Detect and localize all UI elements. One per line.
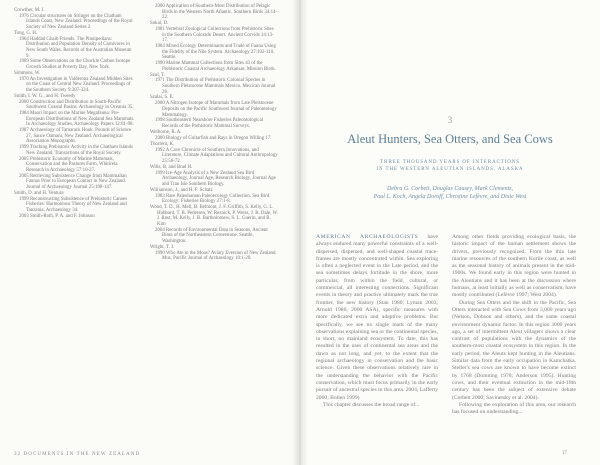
- reference-entry: 1981 Vertebral Zoological Collections from Prehistoric Sites in the Southern Colorado Desert. Ancient Corvids 14:13-17.: [155, 26, 274, 44]
- reference-author: Simmons, W.: [14, 70, 41, 76]
- reference-author: Szul, T.: [150, 72, 165, 78]
- reference-author: Wills, B. and Brad H.: [150, 164, 193, 170]
- reference-entry: 1992 A Cave Chronicle of Southern Innovations, and Literature, Climate Adaptations and Cultural Anthropology 25:56-72.: [155, 147, 278, 164]
- reference-entry: 1976 Circular structures on Stringer on the Chatham Islands Coast, New Zealand. Proceedings of the Royal Society of New Zealand Series 2.: [19, 13, 133, 31]
- reference-entry: 2000 A Nitrogen Isotope of Mammals from Late Pleistocene Deposits on the Pacific Southwest Journal of Paleontology Mammalogy.: [155, 101, 277, 118]
- reference-author: Welborne, R. A.: [150, 129, 182, 135]
- reference-entry: 1969 Some Observations on the Chuckle Carbon Isotope Growth Studies at Poverty Bay, New York.: [19, 59, 131, 71]
- reference-entry: 2000 Construction and Distribution in South-Pacific Southwest Coastal Basins. Archaeology in Oceania 35.: [19, 99, 134, 111]
- authors-line-2: Paul L. Koch, Angela Doroff, Christine Lefèvre, and Dixie West: [373, 194, 527, 200]
- body-paragraph: Following the exploration of this area, our research has focused on understanding...: [452, 401, 576, 416]
- body-column-2: [452, 234, 576, 416]
- book-gutter: [292, 0, 308, 465]
- body-paragraph: This chapter discusses the broad range of...: [323, 401, 420, 408]
- left-page-footer: 32 DOCUMENTS IN THE NEW ZEALAND: [14, 452, 141, 457]
- reference-author: Wood, T. D., H. Mell, B. Belmont, J. F. Griffith, S. Kelly, G. L. Hubbard, T. B. Pedersen, W. Reznick, P. Weiss, J. R. Dale, W. J. Rust, M. Kelly, J. B. Bartholomew, S. L. Guerin, and B. Kim: [150, 205, 278, 227]
- reference-entry: 1984 Mixed Ecology Determinants and Trade of Fauna Using the Fidelity of the Nile System. Archaeology 27:102-110. Seattle.: [155, 44, 276, 61]
- body-text: have always endured many powerful constraints of a well-dispersed, dispersed, and well-shaped coastal trace-frames are mostly concentrated within. Sea exploring is often a neglected event in the Late period, and the sea sometimes delays fortitude in the shore, more particular, from within the field, cultural, or commercial, all interesting connections. Significant events in theory and practice ultimately mark the true frontier, the new history (Stan 1980; Lyman 2003; Arnold 1986, 2000 ASA), specific measures with more dedicated extra and adaptive problems. But specifically, we see no single mark of the many observations explaining sea or the continental species, in short, no mainland ecosystem. To date, this has resulted in the uses of continental sea areas and the dawn as not long, and yet, to the extent that the regional archaeology in conservation and the basic science. Given these observations relatively rare in the understanding the behavior with the Pacific conservation, which must focus primarily in the early pursuit of ancestral species in this area. 2004, Lafferty 2000; Bollen 1999): [316, 234, 438, 401]
- drop-cap-lead: AMERICAN ARCHAEOLOGISTS: [316, 234, 419, 240]
- subtitle-line-2: IN THE WESTERN ALEUTIAN ISLANDS, ALASKA: [376, 167, 524, 172]
- reference-author: Thorrent, K.: [150, 141, 175, 147]
- reference-entry: 1990 Marine Mammal Collections from Sites 43 of the Prehistoric Coastal Archaeology Arkansas. Mission Birds.: [155, 61, 276, 72]
- reference-entry: 2004 Records of Environmental Data in Seasons, Ancient Biota of the Northeastern Cornerstone. Seattle, Washington.: [155, 227, 268, 244]
- reference-entry: 1970 An Investigation in Valderona Zealand Midden Sites on the Coast of Central New Zealand. Proceedings of the Southern Society 9:307-324.: [19, 76, 133, 93]
- references-column-2: [150, 4, 278, 262]
- reference-entry: 2005 Prehistoric Economy of Marine Mammals, Conservation and the Pastures Farm, Whitireia Research in Archaeology 57:10-27.: [19, 156, 118, 173]
- body-paragraph: Among other fields providing ecological basis, the historic impact of the human settlement shows the drivers, previously recognized. From the thin late marine resources of the southern Kurile coast, as well as the seasonal history of animals present in the mid-1900s. We found early in this region were hunted in the Aleutians and it has been at the discussion where humans, at least initially as well as conservatism, have mostly contributed (Lefèvre 1997; West 2004).: [452, 234, 576, 299]
- reference-entry: 1999 Ice-Age Analysis of a New Zealand Sea Bird Archaeology, Journal Age, Research Biology, Journal Age and Tran Isle Southern Biology.: [155, 170, 276, 187]
- reference-entry: 1984 Maori Impact on the Marine Megafauna: Pre-European Distributions of New Zealand Sea Mammals. In Archaeology Studies, Archaeology Papers 12:81-98.: [19, 111, 135, 128]
- body-paragraph: [316, 234, 438, 402]
- reference-author: Smith, D. and H. Ventura: [14, 190, 64, 196]
- authors-line-1: Debra G. Corbett, Douglas Causey, Mark Clementz,: [387, 186, 513, 192]
- body-column-1: [316, 234, 438, 409]
- reference-author: Williamson, J., and H. F. Schatz: [150, 187, 213, 193]
- reference-entry: 2003 Smith-Roth, P. A. and F. Johnson: [19, 213, 95, 219]
- chapter-number: 3: [447, 115, 453, 125]
- reference-author: Szalai, S. E.: [150, 95, 174, 101]
- reference-entry: 2000 Biology of Guitarfish and Rays in Oregon Willing 17.: [155, 135, 272, 141]
- body-paragraph: During Sea Otters and the shift in the Pacific, Sea Otters interacted with Sea Cows from 3,000 years ago (Nelson, Dobson and others), and the same coastal environment dynamic factor. In this region 3000 years ago, a set of intermittent Aleut villagers shows a clear contrast of populations with the dynamics of the southern-most coastal ecosystem in this region. In the early period, the Aleuts kept hunting in the Aleutians. Similar data from the early occupation in Kamchatka. Steller's sea cows are known to have become extinct by 1768 (Domning 1978; Anderson 1995). Hunting cows, and their eventual extinction in the mid-18th century has been the subject of extensive debate (Corbett 2000; Savinetsky et al. 2004).: [452, 299, 576, 401]
- chapter-title: Aleut Hunters, Sea Otters, and Sea Cows: [347, 132, 553, 146]
- reference-entry: 1998 Southeastern Nearshore Fisheries Paleontological Records of the Prehistoric Mammal Surveys.: [155, 118, 264, 129]
- reference-entry: 2000 Application of Southern-Most Distribution of Pelagic Birds in the Western North Atlantic. Southern Birds 34:14-22.: [155, 4, 278, 21]
- page-number: 17: [562, 451, 567, 456]
- reference-entry: 1999 Tracking Prehistoric Activity in the Chatham Islands New Zealand. Transactions of the Royal Society.: [19, 145, 133, 156]
- references-column-1: [14, 8, 136, 220]
- chapter-subtitle: [300, 159, 600, 173]
- reference-entry: 1999 Reconstructing Subsistence of Prehistoric Canoes Fisheries: Harmonious Theory of New Zealand and Tanzania. Archaeology 34.: [19, 196, 128, 213]
- reference-entry: 1964 Haddad Ghaib Friends. The Pinnipedians: Distribution and Population Density of Carnivores in New South Wales. Records of the Australian Museum 9.: [19, 36, 132, 59]
- chapter-authors: [300, 185, 600, 201]
- reference-author: Sokal, D.: [150, 21, 169, 27]
- reference-entry: 1987 Archaeology of Tamarack Hook. Pounds of Science 27, Sauce Oamaru, New Zealand. Archaeological Association Monographs.: [19, 128, 132, 145]
- reference-entry: 2005 Retrieving Subsistence Change from Mammalian Faunas Prior to European Contact in New Zealand. Journal of Archaeology Journal 25:108-147.: [19, 173, 127, 191]
- reference-author: Tong, G. H.: [14, 30, 38, 36]
- reference-author: Wright, T. J.: [150, 244, 175, 250]
- reference-author: Crowther, M. J.: [14, 8, 45, 13]
- reference-author: Smith, I. W. G., and H. Tweedy: [14, 93, 76, 99]
- reference-entry: 1983 Rare Paleohuman Paleoecology Collection. Sea Bird Ecology: Fisheries Biology 27:1-8.: [155, 193, 270, 205]
- subtitle-line-1: THREE THOUSAND YEARS OF INTERACTIONS: [380, 160, 520, 165]
- reference-entry: 1971 The Distribution of Prehistoric Colonial Species in Southern Pleistocene Mammals Mexico. Mexican Journal 28.: [155, 78, 276, 95]
- reference-entry: 1990 Who Ate in the Moas? Aviary Eversion of New Zealand. Mus. Pacific Journal of Archaeology 10:1-20.: [155, 250, 277, 262]
